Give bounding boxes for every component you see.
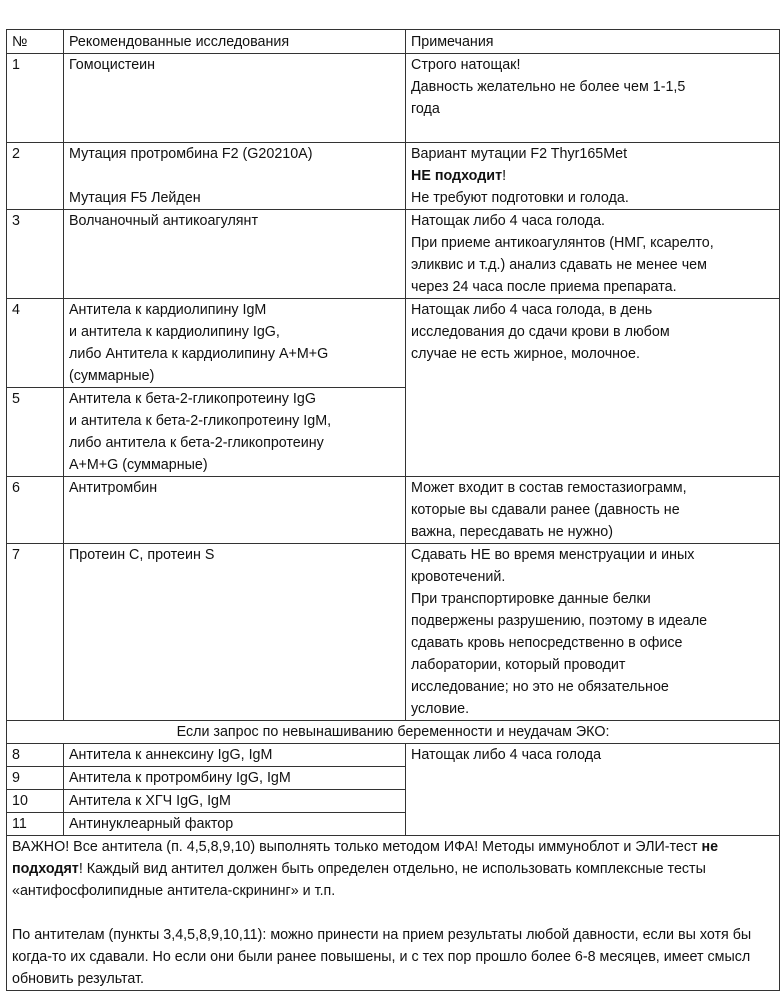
table-row (7, 143, 780, 210)
row-study: Антитела к протромбину IgG, IgM (64, 767, 406, 790)
note-line: года (411, 101, 440, 117)
note-line: исследования до сдачи крови в любом (411, 324, 670, 340)
table-row (7, 54, 780, 143)
note-line: условие. (411, 701, 470, 717)
note-line: подвержены разрушению, поэтому в идеале (411, 613, 708, 629)
row-num: 2 (7, 143, 64, 210)
study-line: Гомоцистеин (69, 57, 156, 73)
note-line: Строго натощак! (411, 57, 521, 73)
study-line: A+M+G (суммарные) (69, 457, 208, 473)
row-num: 10 (7, 790, 64, 813)
row-notes (406, 210, 780, 299)
row-study (64, 388, 406, 477)
row-study (64, 54, 406, 143)
row-num: 7 (7, 544, 64, 721)
row-notes (406, 299, 780, 477)
note-line: исследование; но это не обязательное (411, 679, 669, 695)
header-notes: Примечания (406, 30, 780, 54)
table-row (7, 210, 780, 299)
row-study (64, 210, 406, 299)
note-line: лаборатории, который проводит (411, 657, 626, 673)
row-notes: Натощак либо 4 часа голода (406, 744, 780, 836)
row-study: Антинуклеарный фактор (64, 813, 406, 836)
note-line: При транспортировке данные белки (411, 591, 651, 607)
note-bold: НЕ подходит (411, 168, 503, 184)
note-line: При приеме антикоагулянтов (НМГ, ксарелто, (411, 235, 714, 251)
table-header-row (7, 30, 780, 54)
note-line: Вариант мутации F2 Thyr165Met (411, 146, 628, 162)
study-line: Антитромбин (69, 480, 158, 496)
study-line: Мутация протромбина F2 (G20210A) (69, 146, 313, 162)
table-row (7, 544, 780, 721)
study-line: Антитела к бета-2-гликопротеину IgG (69, 391, 316, 407)
study-line: либо Антитела к кардиолипину A+M+G (69, 346, 329, 362)
header-num: № (7, 30, 64, 54)
row-study: Антитела к аннексину IgG, IgM (64, 744, 406, 767)
note-line: Натощак либо 4 часа голода. (411, 213, 606, 229)
note-line (411, 165, 774, 187)
study-line: и антитела к бета-2-гликопротеину IgM, (69, 413, 332, 429)
row-num: 5 (7, 388, 64, 477)
note-line: кровотечений. (411, 569, 506, 585)
note-line: случае не есть жирное, молочное. (411, 346, 640, 362)
note-line: Может входит в состав гемостазиограмм, (411, 480, 687, 496)
important-bold: не подходят (12, 839, 719, 877)
table-row (7, 299, 780, 388)
row-study: Антитела к ХГЧ IgG, IgM (64, 790, 406, 813)
table-row (7, 477, 780, 544)
note-line: эликвис и т.д.) анализ сдавать не менее чем (411, 257, 707, 273)
note-line: Натощак либо 4 часа голода, в день (411, 302, 653, 318)
note-line: Давность желательно не более чем 1-1,5 (411, 79, 686, 95)
study-line: Антитела к кардиолипину IgM (69, 302, 267, 318)
study-line: Волчаночный антикоагулянт (69, 213, 258, 229)
study-line: и антитела к кардиолипину IgG, (69, 324, 280, 340)
study-line: Протеин C, протеин S (69, 547, 215, 563)
row-num: 1 (7, 54, 64, 143)
antibodies-paragraph: По антителам (пункты 3,4,5,8,9,10,11): можно принести на прием результаты любой давности, если вы хотя бы когда-то их сдавали. Но если они были ранее повышены, и с тех пор прошло более 6-8 месяцев, имеет смысл обновить результат. (12, 927, 752, 987)
table-row (7, 744, 780, 767)
row-num: 8 (7, 744, 64, 767)
study-line: (суммарные) (69, 368, 155, 384)
study-line: Мутация F5 Лейден (69, 190, 201, 206)
important-paragraph (12, 836, 774, 902)
note-line: сдавать кровь непосредственно в офисе (411, 635, 683, 651)
row-num: 4 (7, 299, 64, 388)
row-num: 9 (7, 767, 64, 790)
row-notes (406, 477, 780, 544)
footer-notes (7, 836, 780, 991)
note-line: через 24 часа после приема препарата. (411, 279, 677, 295)
row-num: 6 (7, 477, 64, 544)
section-title: Если запрос по невынашиванию беременности и неудачам ЭКО: (7, 721, 780, 744)
row-notes (406, 54, 780, 143)
row-notes (406, 544, 780, 721)
note-line: Сдавать НЕ во время менструации и иных (411, 547, 695, 563)
header-studies: Рекомендованные исследования (64, 30, 406, 54)
recommendations-table (6, 29, 780, 991)
important-text-rest: ! Каждый вид антител должен быть определен отдельно, не использовать комплексные тесты «антифосфолипидные антитела-скрининг» и т.п. (12, 861, 706, 899)
row-notes (406, 143, 780, 210)
note-line: Не требуют подготовки и голода. (411, 190, 629, 206)
footer-row (7, 836, 780, 991)
study-line: либо антитела к бета-2-гликопротеину (69, 435, 324, 451)
row-study (64, 143, 406, 210)
section-heading-row (7, 721, 780, 744)
important-text: ВАЖНО! Все антитела (п. 4,5,8,9,10) выполнять только методом ИФА! Методы иммуноблот и ЭЛИ-тест (12, 839, 702, 855)
row-study (64, 477, 406, 544)
note-rest: ! (502, 168, 507, 184)
row-study (64, 544, 406, 721)
row-num: 3 (7, 210, 64, 299)
note-line: важна, пересдавать не нужно) (411, 524, 614, 540)
row-num: 11 (7, 813, 64, 836)
row-study (64, 299, 406, 388)
note-line: которые вы сдавали ранее (давность не (411, 502, 680, 518)
